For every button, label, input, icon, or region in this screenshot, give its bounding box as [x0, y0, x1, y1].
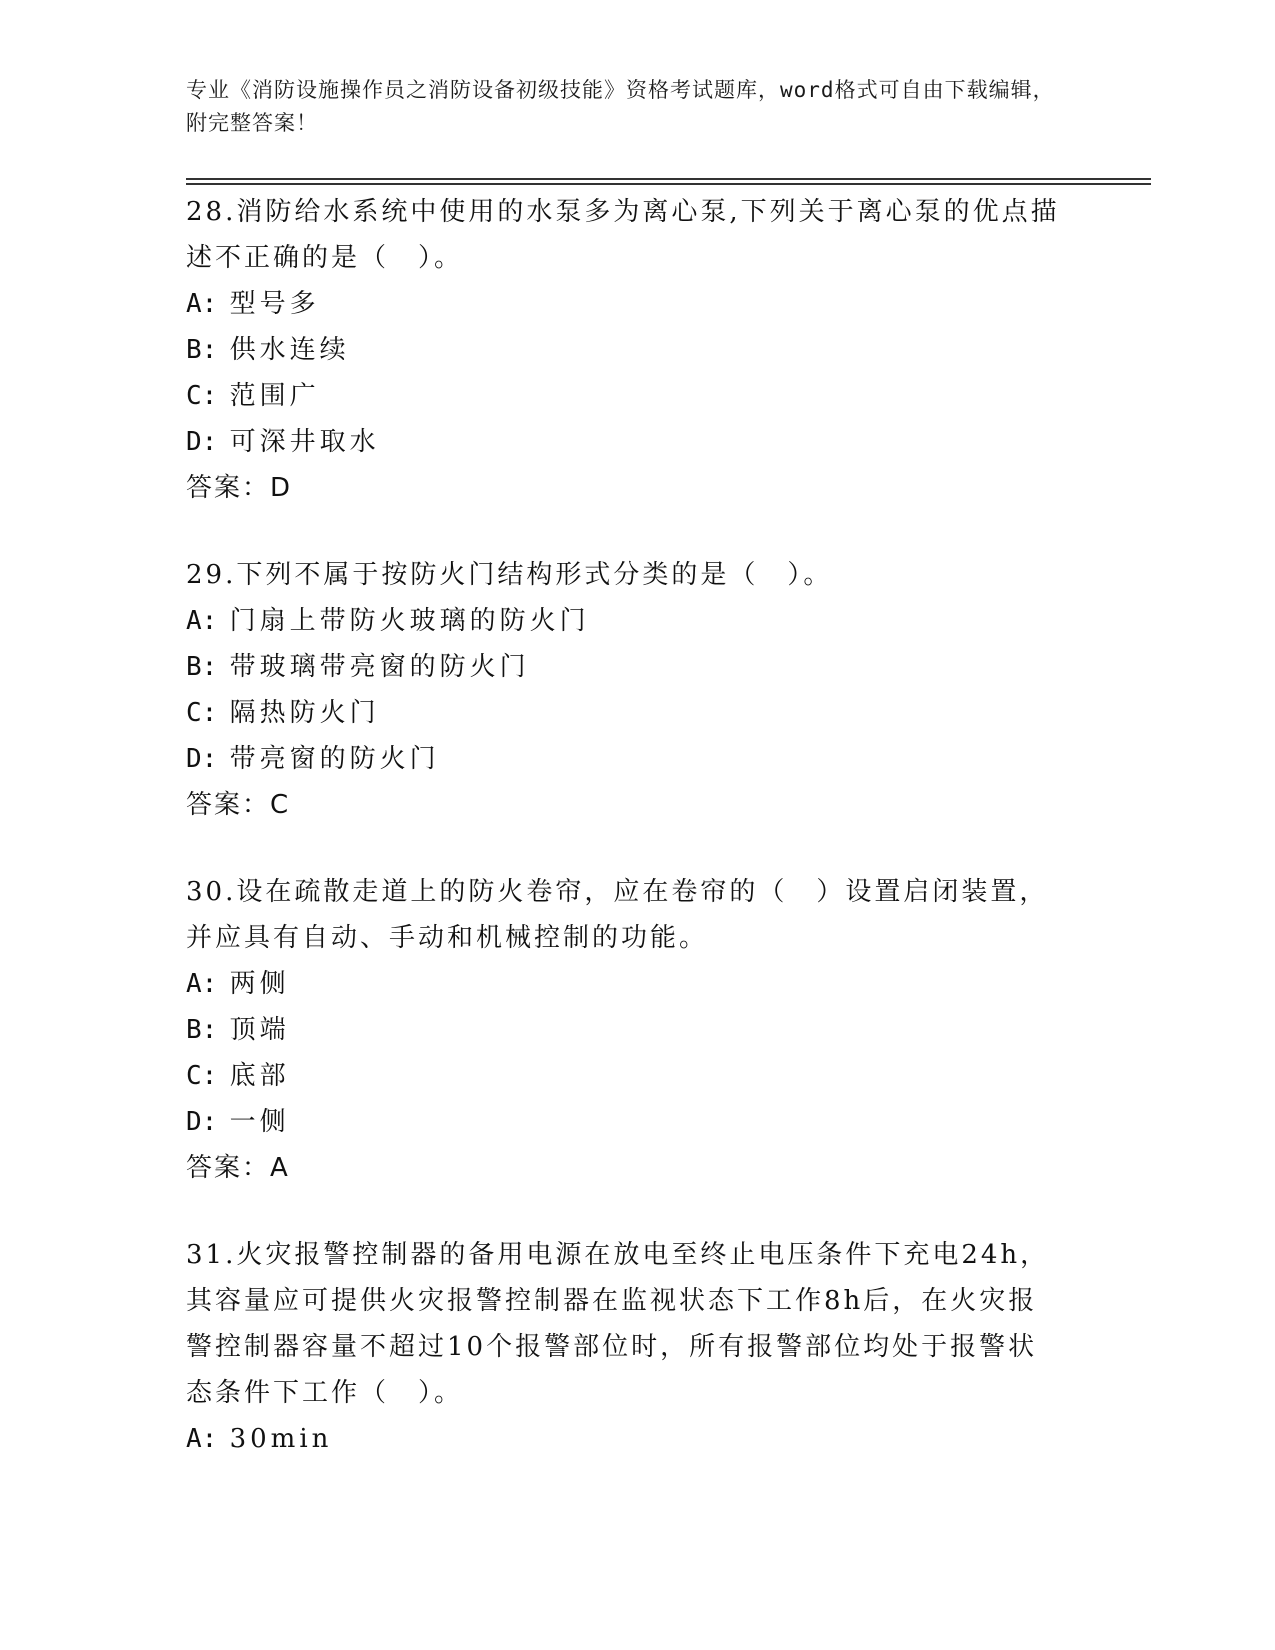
option-text: 顶端 — [229, 1015, 290, 1045]
option-letter: B: — [186, 1015, 218, 1045]
question-28 — [186, 188, 1066, 511]
document-header: 专业《消防设施操作员之消防设备初级技能》资格考试题库，word格式可自由下载编辑，附完整答案！ — [186, 78, 1055, 135]
question-stem: 30.设在疏散走道上的防火卷帘，应在卷帘的（ ）设置启闭装置，并应具有自动、手动和机械控制的功能。 — [186, 877, 1049, 953]
option-letter: B: — [186, 652, 218, 682]
option-c — [186, 690, 1066, 736]
option-text: 底部 — [229, 1061, 290, 1091]
question-29 — [186, 551, 1066, 828]
option-letter: D: — [186, 1107, 218, 1137]
option-text: 带玻璃带亮窗的防火门 — [229, 652, 530, 682]
question-list — [186, 188, 1066, 1462]
option-letter: A: — [186, 606, 218, 636]
option-d — [186, 736, 1066, 782]
option-letter: D: — [186, 427, 218, 457]
option-letter: A: — [186, 289, 218, 319]
header-divider-top — [186, 178, 1151, 180]
option-text: 可深井取水 — [229, 427, 380, 457]
option-text: 一侧 — [229, 1107, 290, 1137]
answer-line: 答案：D — [186, 473, 293, 503]
option-text: 门扇上带防火玻璃的防火门 — [229, 606, 590, 636]
option-letter: C: — [186, 1061, 218, 1091]
option-text: 型号多 — [229, 289, 320, 319]
option-letter: A: — [186, 1424, 218, 1454]
question-30 — [186, 868, 1066, 1191]
option-b — [186, 644, 1066, 690]
option-b — [186, 1007, 1066, 1053]
option-text: 两侧 — [229, 969, 290, 999]
option-b — [186, 327, 1066, 373]
option-letter: D: — [186, 744, 218, 774]
question-stem: 28.消防给水系统中使用的水泵多为离心泵,下列关于离心泵的优点描述不正确的是（ ）。 — [186, 197, 1060, 273]
option-text: 带亮窗的防火门 — [229, 744, 440, 774]
option-text: 范围广 — [229, 381, 320, 411]
question-stem: 31.火灾报警控制器的备用电源在放电至终止电压条件下充电24h，其容量应可提供火灾报警控制器在监视状态下工作8h后，在火灾报警控制器容量不超过10个报警部位时，所有报警部位均处于报警状态条件下工作（ ）。 — [186, 1240, 1050, 1408]
option-text: 供水连续 — [229, 335, 350, 365]
option-a — [186, 961, 1066, 1007]
option-c — [186, 1053, 1066, 1099]
option-letter: C: — [186, 381, 218, 411]
option-letter: C: — [186, 698, 218, 728]
option-letter: B: — [186, 335, 218, 365]
question-stem: 29.下列不属于按防火门结构形式分类的是（ ）。 — [186, 560, 833, 590]
option-c — [186, 373, 1066, 419]
header-divider-bottom — [186, 183, 1151, 185]
option-letter: A: — [186, 969, 218, 999]
answer-line: 答案：A — [186, 1153, 290, 1183]
option-d — [186, 419, 1066, 465]
option-a — [186, 281, 1066, 327]
question-spacer — [186, 511, 1066, 551]
option-a — [186, 598, 1066, 644]
option-text: 30min — [229, 1424, 333, 1454]
answer-line: 答案：C — [186, 790, 291, 820]
option-text: 隔热防火门 — [229, 698, 380, 728]
question-31 — [186, 1231, 1066, 1462]
question-spacer — [186, 1191, 1066, 1231]
option-d — [186, 1099, 1066, 1145]
question-spacer — [186, 828, 1066, 868]
option-a — [186, 1416, 1066, 1462]
